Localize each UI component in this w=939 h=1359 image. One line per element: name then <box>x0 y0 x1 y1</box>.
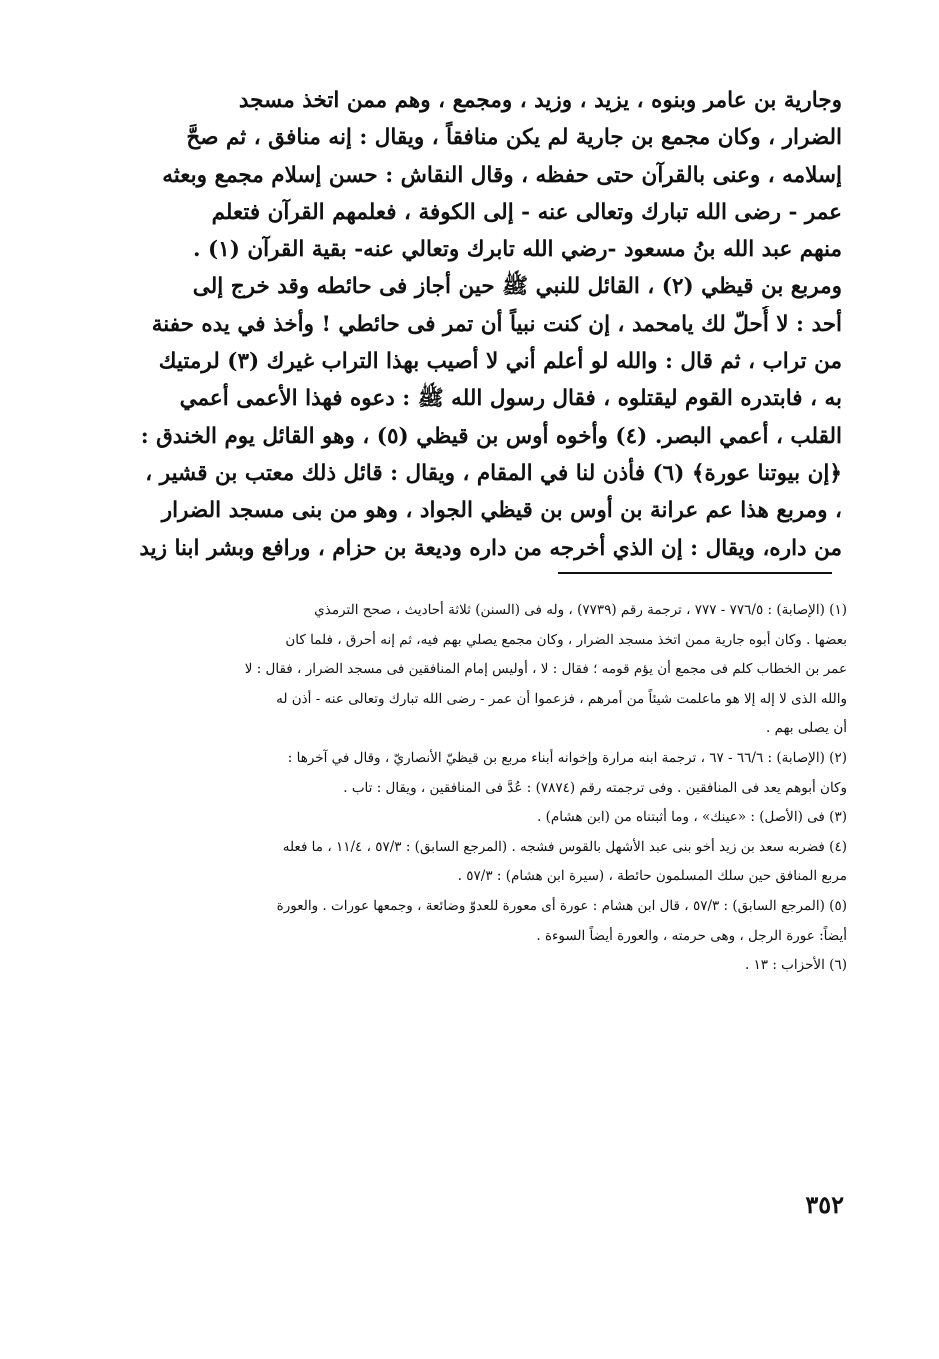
main-text-line: القلب ، أعمي البصر. (٤) وأخوه أوس بن قيظي (٥) ، وهو القائل يوم الخندق : <box>140 423 842 449</box>
main-text-line: ﴿إن بيوتنا عورة﴾ (٦) فأذن لنا في المقام ، ويقال : قائل ذلك معتب بن قشير ، <box>145 460 842 486</box>
main-text-line: من تراب ، ثم قال : والله لو أعلم أني لا أصيب بهذا التراب غيرك (٣) لرمتيك <box>158 349 842 375</box>
main-text-line: ومربع بن قيظي (٢) ، القائل للنبي ﷺ حين أجاز فى حائطه وقد خرج إلى <box>192 274 842 300</box>
main-text-line: به ، فابتدره القوم ليقتلوه ، فقال رسول الله ﷺ : دعوه فهذا الأعمى أعمي <box>179 386 842 412</box>
footnote-line: (٦) الأحزاب : ١٣ . <box>744 957 847 974</box>
footnotes <box>95 596 847 981</box>
main-text-line: منهم عبد الله بنُ مسعود -رضي الله تابرك وتعالي عنه- بقية القرآن (١) . <box>193 237 842 263</box>
main-text-line: الضرار ، وكان مجمع بن جارية لم يكن منافقاً ، ويقال : إنه منافق ، ثم صحَّ <box>186 125 842 151</box>
footnote-separator <box>558 572 832 574</box>
main-text-line: من داره، ويقال : إن الذي أخرجه من داره وديعة بن حزام ، ورافع وبشر ابنا زيد <box>139 535 842 561</box>
footnote-line: (١) (الإصابة) : ٧٧٦/٥ - ٧٧٧ ، ترجمة رقم (٧٧٣٩) ، وله فى (السنن) ثلاثة أحاديث ، صحح الترمذي <box>314 602 847 618</box>
main-text-line: وجارية بن عامر وبنوه ، يزيد ، وزيد ، ومجمع ، وهم ممن اتخذ مسجد <box>238 88 842 113</box>
main-text-line: ، ومربع هذا عم عرانة بن أوس بن قيظي الجواد ، وهو من بنى مسجد الضرار <box>161 498 842 524</box>
footnote-line: (٥) (المرجع السابق) : ٥٧/٣ ، قال ابن هشام : عورة أى معورة للعدوّ وضائعة ، وجمعها عورات . والعورة <box>276 897 847 914</box>
footnote-line: (٤) فضربه سعد بن زيد أخو بنى عبد الأشهل بالقوس فشجه . (المرجع السابق) : ٥٧/٣ ، ١١/٤ ، ما فعله <box>282 838 847 855</box>
footnote-line: (٢) (الإصابة) : ٦٦/٦ - ٦٧ ، ترجمة ابنه مرارة وإخوانه أبناء مربع بن قيظيّ الأنصاريّ ، وقال في آخرها : <box>287 749 847 766</box>
main-text-line: عمر - رضى الله تبارك وتعالى عنه - إلى الكوفة ، فعلمهم القرآن فتعلم <box>211 199 842 225</box>
footnote-line: والله الذى لا إله إلا هو ماعلمت شيئاً من أمرهم ، فزعموا أن عمر - رضى الله تبارك وتعالى عنه - أذن له <box>276 690 847 707</box>
footnote-line: (٣) فى (الأصل) : «عينك» ، وما أثبتناه من (ابن هشام) . <box>537 809 847 826</box>
footnote-line: أيضاً: عورة الرجل ، وهى حرمته ، والعورة أيضاً السوءة . <box>536 927 847 944</box>
footnote-line: مربع المنافق حين سلك المسلمون حائطة ، (سيرة ابن هشام) : ٥٧/٣ . <box>457 868 847 885</box>
footnote-line: عمر بن الخطاب كلم فى مجمع أن يؤم قومه ؛ فقال : لا ، أوليس إمام المنافقين فى مسجد الضرار ، فقال : لا <box>244 661 847 678</box>
footnote-line: بعضها . وكان أبوه جارية ممن اتخذ مسجد الضرار ، وكان مجمع يصلي بهم فيه، ثم إنه أحرق ، فلما كان <box>285 631 847 648</box>
footnote-line: أن يصلى بهم . <box>766 720 847 737</box>
page-number: ٣٥٢ <box>805 1190 844 1219</box>
footnote-line: وكان أبوهم يعد فى المنافقين . وفى ترجمته رقم (٧٨٧٤) : عُدَّ فى المنافقين ، ويقال : تاب . <box>343 779 847 796</box>
main-text-line: إسلامه ، وعنى بالقرآن حتى حفظه ، وقال النقاش : حسن إسلام مجمع وبعثه <box>162 162 842 188</box>
main-text <box>80 82 842 567</box>
main-text-line: أحد : لا أُحلّ لك يامحمد ، إن كنت نبياً أن تمر فى حائطي ! وأخذ في يده حفنة <box>151 311 842 337</box>
